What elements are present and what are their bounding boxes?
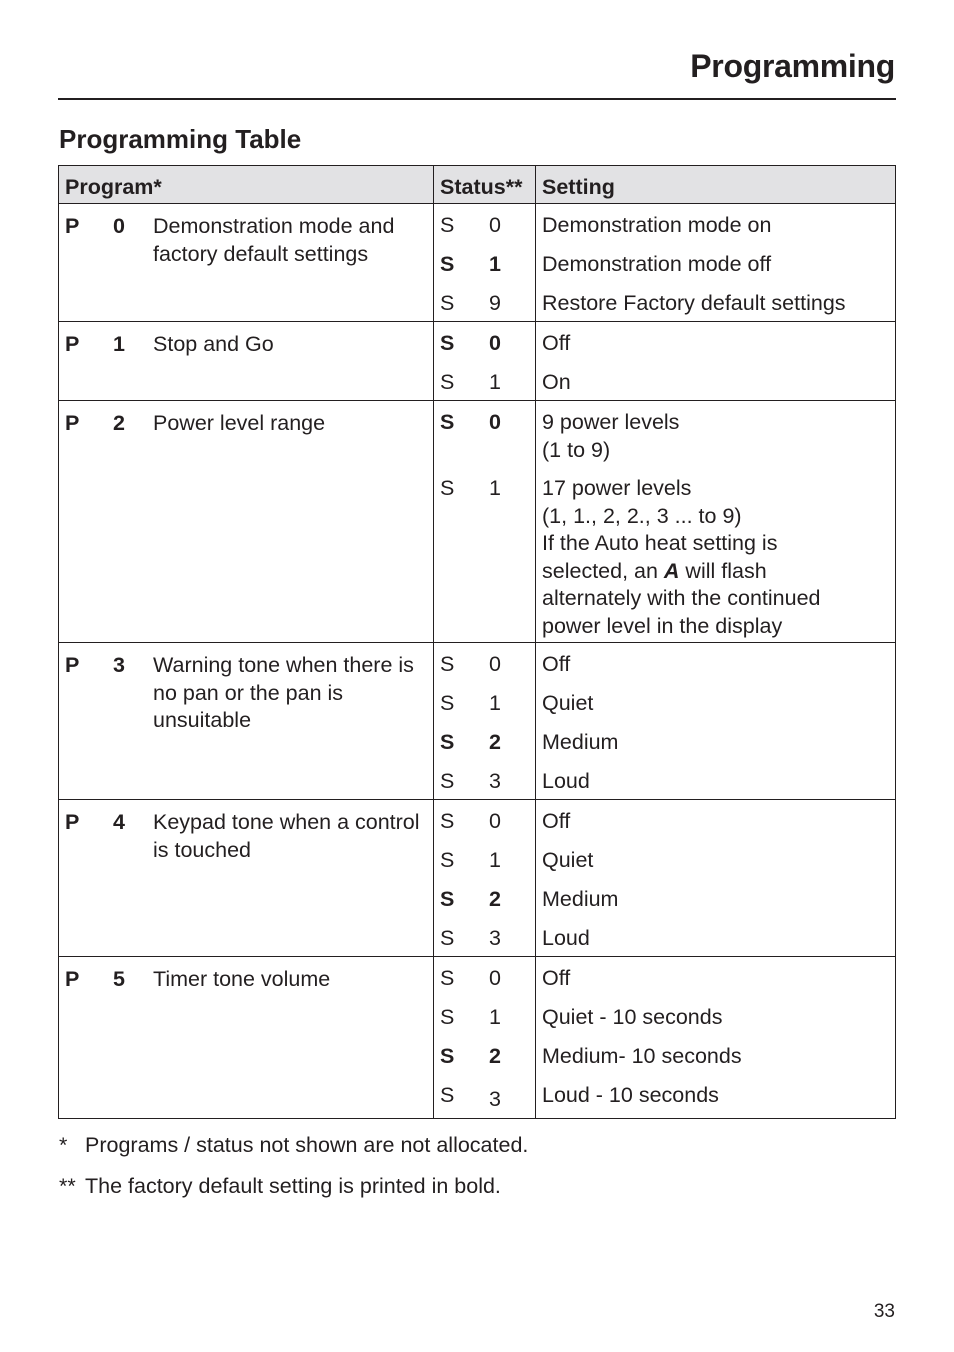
table-header-row — [59, 166, 896, 204]
program-number: 3 — [113, 653, 125, 677]
footnote-mark: ** — [59, 1174, 76, 1198]
status-letter: S — [440, 691, 455, 715]
status-cell — [434, 643, 536, 800]
status-number: 0 — [489, 809, 501, 833]
status-number: 1 — [489, 1005, 501, 1029]
status-number: 3 — [489, 926, 501, 950]
setting-text: 9 power levels (1 to 9) — [542, 410, 680, 462]
status-letter: S — [440, 887, 455, 911]
program-letter: P — [65, 332, 80, 356]
header-divider — [58, 98, 896, 100]
program-cell — [59, 643, 434, 800]
status-letter: S — [440, 370, 455, 394]
setting-text: Quiet — [542, 848, 594, 872]
status-cell — [434, 800, 536, 957]
program-number: 5 — [113, 967, 125, 991]
status-cell — [434, 322, 536, 401]
setting-cell — [536, 800, 896, 957]
setting-text: Loud — [542, 769, 590, 793]
status-number: 1 — [489, 848, 501, 872]
setting-text: Loud - 10 seconds — [542, 1083, 719, 1107]
table-row — [59, 957, 896, 1119]
status-number: 1 — [489, 476, 501, 500]
program-cell — [59, 204, 434, 322]
page-section-title: Programming — [690, 48, 895, 84]
setting-text: 17 power levels (1, 1., 2, 2., 3 ... to 9) If the Auto heat setting is selected, an A will flash alternately with the continued power level in the display — [542, 476, 821, 638]
programming-table — [58, 165, 896, 1119]
setting-text: Loud — [542, 926, 590, 950]
setting-text: Off — [542, 809, 571, 833]
program-cell — [59, 401, 434, 643]
program-cell — [59, 957, 434, 1119]
status-letter: S — [440, 252, 455, 276]
program-description: Warning tone when there is no pan or the pan is unsuitable — [153, 653, 414, 732]
setting-text: Medium — [542, 887, 619, 911]
table-title: Programming Table — [59, 124, 302, 154]
setting-text: Quiet - 10 seconds — [542, 1005, 723, 1029]
setting-text: On — [542, 370, 571, 394]
program-cell — [59, 322, 434, 401]
setting-text: Medium — [542, 730, 619, 754]
status-number: 2 — [489, 887, 501, 911]
column-header-setting: Setting — [536, 166, 896, 204]
program-description: Keypad tone when a control is touched — [153, 810, 420, 862]
status-number: 9 — [489, 291, 501, 315]
status-number: 0 — [489, 652, 501, 676]
setting-text: Medium- 10 seconds — [542, 1044, 742, 1068]
program-cell — [59, 800, 434, 957]
status-letter: S — [440, 331, 455, 355]
table-row — [59, 643, 896, 800]
status-number: 1 — [489, 252, 501, 276]
column-header-program: Program* — [59, 166, 434, 204]
footnote-mark: * — [59, 1133, 68, 1157]
status-letter: S — [440, 291, 455, 315]
program-number: 1 — [113, 332, 125, 356]
status-cell — [434, 957, 536, 1119]
setting-text: Off — [542, 652, 571, 676]
program-letter: P — [65, 653, 80, 677]
program-description: Timer tone volume — [153, 967, 331, 991]
program-number: 0 — [113, 214, 125, 238]
status-number: 0 — [489, 966, 501, 990]
status-number: 0 — [489, 410, 501, 434]
status-number: 3 — [489, 1087, 501, 1111]
setting-cell — [536, 204, 896, 322]
setting-cell — [536, 957, 896, 1119]
table-row — [59, 322, 896, 401]
footnote-unallocated — [59, 1133, 528, 1158]
setting-text: Restore Factory default settings — [542, 291, 846, 315]
status-number: 1 — [489, 370, 501, 394]
setting-cell — [536, 322, 896, 401]
status-number: 2 — [489, 1044, 501, 1068]
program-letter: P — [65, 411, 80, 435]
page-number: 33 — [873, 1301, 895, 1322]
auto-heat-symbol: A — [663, 558, 680, 583]
table-row — [59, 401, 896, 643]
status-letter: S — [440, 1083, 455, 1107]
program-letter: P — [65, 214, 80, 238]
status-letter: S — [440, 1005, 455, 1029]
status-letter: S — [440, 809, 455, 833]
table-row — [59, 204, 896, 322]
status-letter: S — [440, 926, 455, 950]
program-description: Demonstration mode and factory default settings — [153, 214, 395, 266]
footnote-default-bold — [59, 1174, 501, 1199]
program-description: Power level range — [153, 411, 326, 435]
program-description: Stop and Go — [153, 332, 274, 356]
program-letter: P — [65, 967, 80, 991]
status-letter: S — [440, 848, 455, 872]
setting-text: Demonstration mode on — [542, 213, 772, 237]
status-letter: S — [440, 213, 455, 237]
status-cell — [434, 401, 536, 643]
status-letter: S — [440, 652, 455, 676]
status-cell — [434, 204, 536, 322]
status-number: 2 — [489, 730, 501, 754]
setting-cell — [536, 401, 896, 643]
status-number: 3 — [489, 769, 501, 793]
program-letter: P — [65, 810, 80, 834]
footnote-text: The factory default setting is printed in bold. — [85, 1174, 501, 1198]
setting-text: Quiet — [542, 691, 594, 715]
status-letter: S — [440, 730, 455, 754]
footnote-text: Programs / status not shown are not allocated. — [85, 1133, 529, 1157]
status-letter: S — [440, 410, 455, 434]
status-number: 0 — [489, 331, 501, 355]
table-row — [59, 800, 896, 957]
setting-text: Off — [542, 331, 571, 355]
setting-text: Demonstration mode off — [542, 252, 772, 276]
setting-text: Off — [542, 966, 571, 990]
column-header-status: Status** — [434, 166, 536, 204]
setting-cell — [536, 643, 896, 800]
status-letter: S — [440, 769, 455, 793]
status-number: 1 — [489, 691, 501, 715]
status-letter: S — [440, 1044, 455, 1068]
status-letter: S — [440, 966, 455, 990]
status-number: 0 — [489, 213, 501, 237]
program-number: 4 — [113, 810, 125, 834]
status-letter: S — [440, 476, 455, 500]
program-number: 2 — [113, 411, 125, 435]
